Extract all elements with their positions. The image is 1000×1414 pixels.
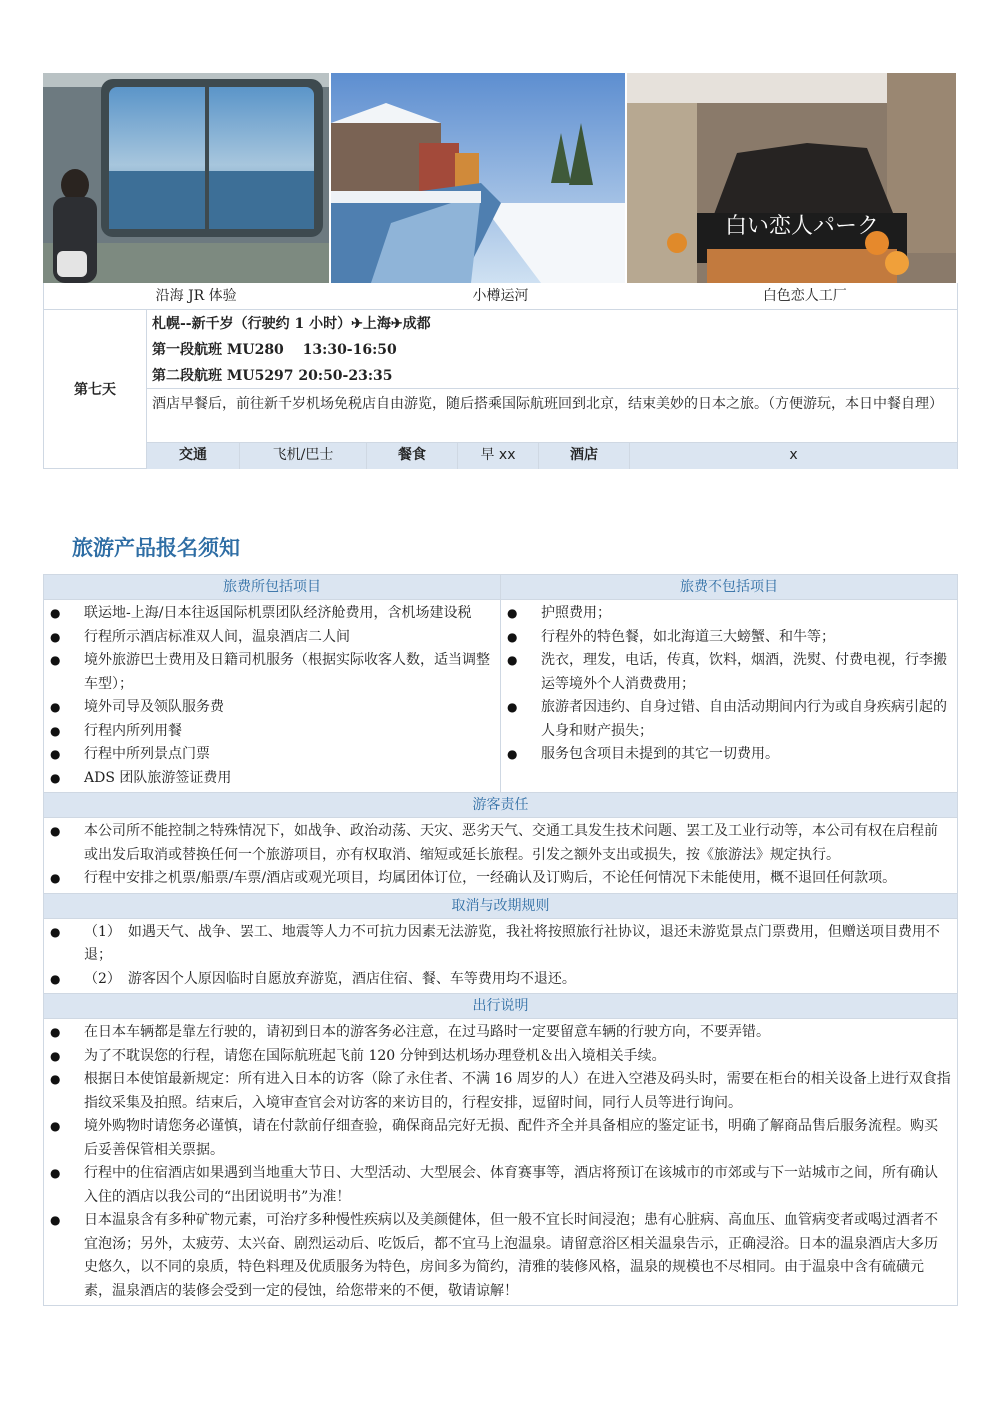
- day7-table: [43, 309, 958, 469]
- list-item: ● 日本温泉含有多种矿物元素，可治疗多种慢性疾病以及美颜健体，但一般不宜长时间浸泡；患有心脏病、高血压、血管病变者或喝过酒者不宜泡汤；另外，太疲劳、太兴奋、剧烈运动后、吃饭后，都不宜马上泡温泉。请留意浴区相关温泉告示，正确浸浴。日本的温泉酒店大多历史悠久，以不同的泉质，特色料理及优质服务为特色，房间多为简约，清雅的装修风格，温泉的规模也不尽相同。由于温泉中含有硫磺元素，温泉酒店的装修会受到一定的侵蚀，给您带来的不便，敬请谅解！: [44, 1209, 951, 1303]
- hotel-value: x: [789, 447, 798, 463]
- section-title: 旅游产品报名须知: [72, 536, 240, 560]
- list-item: ● 根据日本使馆最新规定：所有进入日本的访客（除了永住者、不满 16 周岁的人）在进入空港及码头时，需要在柜台的相关设备上进行双食指指纹采集及拍照。结束后，入境审查官会对访客的来访目的，行程安排，逗留时间，同行人员等进行询问。: [44, 1068, 951, 1115]
- meal-label: 餐食: [367, 443, 458, 469]
- list-item: ● 境外购物时请您务必谨慎，请在付款前仔细查验，确保商品完好无损、配件齐全并具备相应的鉴定证书，明确了解商品售后服务流程。购买后妥善保管相关票据。: [44, 1115, 951, 1162]
- day-label: 第七天: [44, 309, 147, 468]
- list-item: ● 行程中的住宿酒店如果遇到当地重大节日、大型活动、大型展会、体育赛事等，酒店将预订在该城市的市郊或与下一站城市之间，所有确认入住的酒店以我公司的“出团说明书”为准！: [44, 1162, 951, 1209]
- caption-jr: 沿海 JR 体验: [155, 288, 237, 304]
- photo-otaru-canal: [331, 73, 624, 283]
- caption-canal: 小樽运河: [472, 288, 529, 304]
- list-item: ● （2） 游客因个人原因临时自愿放弃游览，酒店住宿、餐、车等费用均不退还。: [44, 968, 951, 992]
- meal-value: 早 xx: [458, 443, 539, 469]
- list-item: ● 旅游者因违约、自身过错、自由活动期间内行为或自身疾病引起的人身和财产损失；: [501, 696, 951, 743]
- list-item: ● 洗衣，理发，电话，传真，饮料，烟酒，洗熨、付费电视，行李搬运等境外个人消费费用；: [501, 649, 951, 696]
- list-item: ● 行程内所列用餐: [44, 720, 494, 744]
- included-list: [44, 600, 500, 792]
- flight-1: 第一段航班 MU280 13:30-16:50: [152, 342, 397, 358]
- excluded-list: [501, 600, 957, 769]
- list-item: ● 行程外的特色餐，如北海道三大螃蟹、和牛等；: [501, 626, 951, 650]
- list-item: ● 服务包含项目未提到的其它一切费用。: [501, 743, 951, 767]
- svg-text:白い恋人パーク: 白い恋人パーク: [724, 214, 879, 239]
- list-item: ● 在日本车辆都是靠左行驶的，请初到日本的游客务必注意，在过马路时一定要留意车辆的行驶方向，不要弄错。: [44, 1021, 951, 1045]
- day-description: 酒店早餐后，前往新千岁机场免税店自由游览，随后搭乘国际航班回到北京，结束美妙的日本之旅。（方便游玩，本日中餐自理）: [147, 388, 959, 443]
- included-header: 旅费所包括项目: [44, 575, 500, 600]
- responsibility-list: [44, 818, 957, 893]
- list-item: ● 为了不耽误您的行程，请您在国际航班起飞前 120 分钟到达机场办理登机＆出入境相关手续。: [44, 1045, 951, 1069]
- caption-factory: 白色恋人工厂: [762, 288, 847, 304]
- travel-notes-section: [44, 994, 957, 1305]
- cancellation-header: 取消与改期规则: [44, 894, 957, 919]
- transport-label: 交通: [147, 443, 240, 469]
- route-line: 札幌--新千岁（行驶约 1 小时）✈上海✈成都: [152, 316, 431, 332]
- included-column: [44, 575, 500, 792]
- list-item: ● 行程中安排之机票/船票/车票/酒店或观光项目，均属团体订位，一经确认及订购后，不论任何情况下未能使用，概不退回任何款项。: [44, 867, 951, 891]
- list-item: ● ADS 团队旅游签证费用: [44, 767, 494, 791]
- photo-strip: [43, 73, 956, 283]
- notice-table: [43, 574, 958, 1306]
- travel-notes-list: [44, 1019, 957, 1305]
- cancellation-list: [44, 919, 957, 994]
- hotel-label: 酒店: [539, 443, 630, 469]
- list-item: ● 行程中所列景点门票: [44, 743, 494, 767]
- list-item: ● 护照费用；: [501, 602, 951, 626]
- flight-2: 第二段航班 MU5297 20:50-23:35: [152, 368, 393, 384]
- photo-jr-train-window: [43, 73, 329, 283]
- list-item: ● 本公司所不能控制之特殊情况下，如战争、政治动荡、天灾、恶劣天气、交通工具发生技术问题、罢工及工业行动等，本公司有权在启程前或出发后取消或替换任何一个旅游项目，亦有权取消、缩短或延长旅程。引发之额外支出或损失，按《旅游法》规定执行。: [44, 820, 951, 867]
- list-item: ● 境外旅游巴士费用及日籍司机服务（根据实际收客人数，适当调整车型）；: [44, 649, 494, 696]
- list-item: ● 行程所示酒店标准双人间，温泉酒店二人间: [44, 626, 494, 650]
- day-info-row: [147, 442, 957, 469]
- transport-value: 飞机/巴士: [240, 443, 367, 469]
- photo-shiroi-koibito-park: [627, 73, 956, 283]
- photo-captions: [43, 283, 958, 310]
- travel-notes-header: 出行说明: [44, 994, 957, 1019]
- list-item: ● （1） 如遇天气、战争、罢工、地震等人力不可抗力因素无法游览，我社将按照旅行社协议，退还未游览景点门票费用，但赠送项目费用不退；: [44, 921, 951, 968]
- excluded-header: 旅费不包括项目: [501, 575, 957, 600]
- included-excluded: [44, 575, 957, 793]
- list-item: ● 联运地-上海/日本往返国际机票团队经济舱费用，含机场建设税: [44, 602, 494, 626]
- excluded-column: [500, 575, 957, 792]
- responsibility-section: [44, 793, 957, 894]
- list-item: ● 境外司导及领队服务费: [44, 696, 494, 720]
- responsibility-header: 游客责任: [44, 793, 957, 818]
- cancellation-section: [44, 894, 957, 995]
